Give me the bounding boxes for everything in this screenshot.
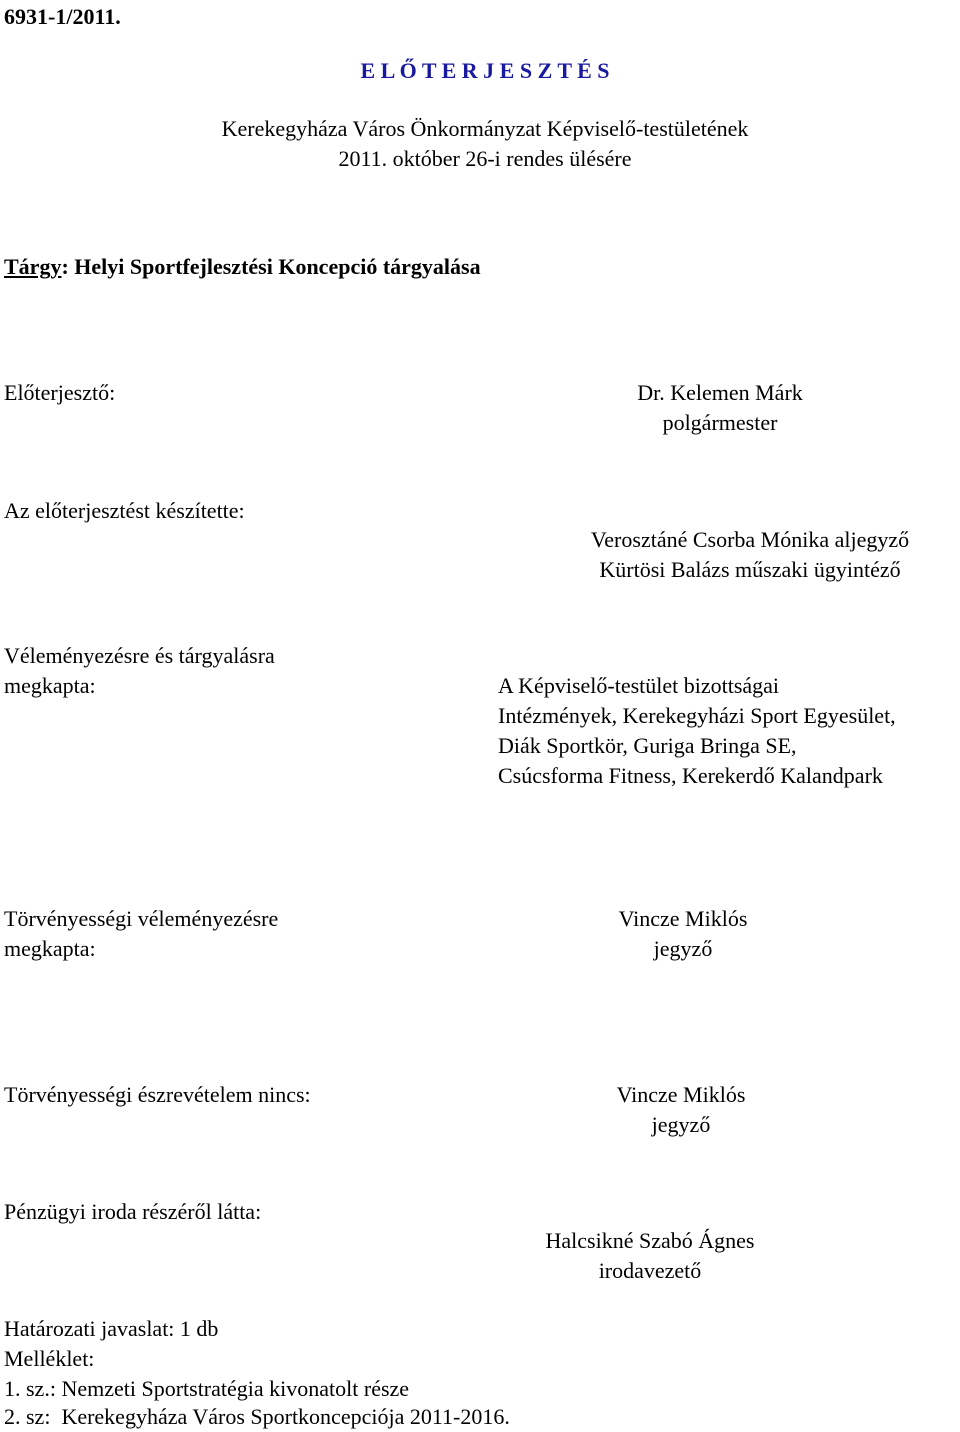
legal-note-title: jegyző [651,1112,711,1137]
review-line-3: Diák Sportkör, Guriga Bringa SE, [498,733,797,758]
legal-review-title: jegyző [653,936,713,961]
attachment-label: Melléklet: [4,1346,95,1371]
finance-name: Halcsikné Szabó Ágnes [545,1228,755,1253]
prepared-line-1: Verosztáné Csorba Mónika aljegyző [590,527,910,552]
addressee-line-1: Kerekegyháza Város Önkormányzat Képviselő-testületének [221,116,749,141]
attachment-item-1: 1. sz.: Nemzeti Sportstratégia kivonatolt része [4,1376,410,1401]
subject-line [4,252,481,282]
prepared-line-2: Kürtösi Balázs műszaki ügyintéző [599,557,901,582]
presenter-label: Előterjesztő: [4,380,116,405]
legal-review-name: Vincze Miklós [618,906,748,931]
resolution-count: Határozati javaslat: 1 db [4,1316,219,1341]
legal-note-label: Törvényességi észrevételem nincs: [4,1082,311,1107]
finance-label: Pénzügyi iroda részéről látta: [4,1199,262,1224]
addressee-line-2: 2011. október 26-i rendes ülésére [338,146,632,171]
presenter-title: polgármester [662,410,778,435]
subject-text: : Helyi Sportfejlesztési Koncepció tárgyalása [61,254,481,279]
legal-note-name: Vincze Miklós [616,1082,746,1107]
subject-label: Tárgy [4,254,62,279]
presenter-name: Dr. Kelemen Márk [637,380,803,405]
review-line-2: Intézmények, Kerekegyházi Sport Egyesület, [498,703,896,728]
document-number: 6931-1/2011. [4,4,121,29]
review-label-2: megkapta: [4,673,96,698]
document-title: E L Ő T E R J E S Z T É S [360,58,610,83]
review-label-1: Véleményezésre és tárgyalásra [4,643,275,668]
attachment-item-2: 2. sz: Kerekegyháza Város Sportkoncepciója 2011-2016. [4,1404,510,1429]
legal-review-label-1: Törvényességi véleményezésre [4,906,279,931]
review-line-1: A Képviselő-testület bizottságai [498,673,780,698]
finance-title: irodavezető [598,1258,702,1283]
prepared-label: Az előterjesztést készítette: [4,498,245,523]
review-line-4: Csúcsforma Fitness, Kerekerdő Kalandpark [498,763,883,788]
legal-review-label-2: megkapta: [4,936,96,961]
